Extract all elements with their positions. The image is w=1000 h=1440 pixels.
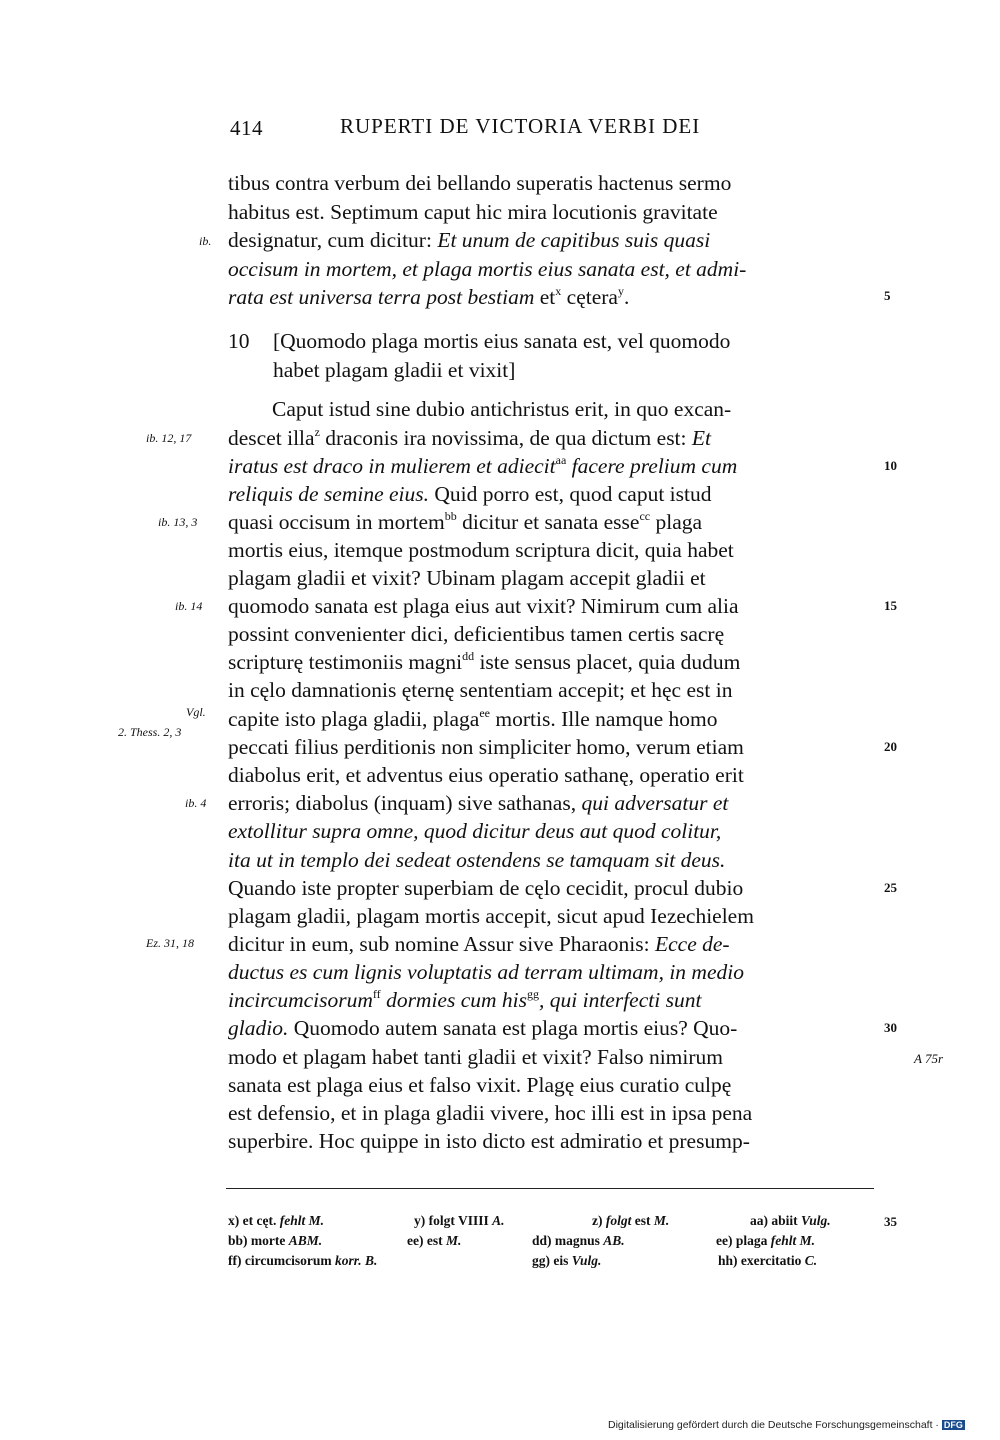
text-line <box>228 847 725 873</box>
text-line <box>228 227 710 253</box>
footnote <box>414 1212 505 1230</box>
text-line <box>228 677 732 703</box>
footnote-segment: gg) eis <box>532 1253 572 1268</box>
text-segment: designatur, cum dicitur: <box>228 228 438 252</box>
text-line <box>228 284 629 310</box>
text-line <box>228 903 754 929</box>
text-segment: superbire. Hoc quippe in isto dicto est admiratio et presump- <box>228 1129 750 1153</box>
line-number: 25 <box>884 880 897 895</box>
footnote-segment: fehlt M. <box>279 1213 324 1228</box>
text-line <box>228 593 739 619</box>
text-line <box>272 396 731 422</box>
margin-reference: ib. 13, 3 <box>158 515 198 529</box>
text-segment: habitus est. Septimum caput hic mira locutionis gravitate <box>228 200 718 224</box>
footnote <box>716 1232 815 1250</box>
text-segment: plagam gladii et vixit? Ubinam plagam accepit gladii et <box>228 566 706 590</box>
footnote <box>718 1252 817 1270</box>
text-line <box>228 621 724 647</box>
text-segment: peccati filius perditionis non simpliciter homo, verum etiam <box>228 735 744 759</box>
text-segment: descet illa <box>228 426 315 450</box>
line-number: 20 <box>884 739 897 754</box>
text-segment: sanata est plaga eius et falso vixit. Plagę eius curatio culpę <box>228 1073 732 1097</box>
text-segment: iratus est draco in mulierem et adiecit <box>228 454 556 478</box>
text-segment: possint convenienter dici, deficientibus tamen certis sacrę <box>228 622 725 646</box>
text-line <box>228 1015 737 1041</box>
text-segment: Et unum de capitibus suis quasi <box>437 228 711 252</box>
text-segment: capite isto plaga gladii, plaga <box>228 707 480 731</box>
text-line <box>228 959 744 985</box>
footnote-segment: z) <box>592 1213 606 1228</box>
text-segment: ita ut in templo dei sedeat ostendens se tamquam sit deus. <box>228 848 726 872</box>
text-line <box>228 565 706 591</box>
text-line <box>228 1044 723 1070</box>
text-segment: mortis eius, itemque postmodum scriptura dicit, quia habet <box>228 538 734 562</box>
text-segment: facere prelium cum <box>566 454 738 478</box>
footnote-segment: Vulg. <box>571 1253 602 1268</box>
footnote-segment: M. <box>653 1213 670 1228</box>
footnote <box>592 1212 669 1230</box>
footnote-segment: ABM. <box>288 1233 323 1248</box>
margin-reference: ib. 12, 17 <box>146 431 192 445</box>
footnote-segment: fehlt M. <box>770 1233 816 1248</box>
margin-reference: ib. <box>199 234 212 248</box>
text-segment: tibus contra verbum dei bellando superatis hactenus sermo <box>228 171 732 195</box>
footnote-segment: korr. B. <box>334 1253 378 1268</box>
text-segment: iste sensus placet, quia dudum <box>474 650 741 674</box>
text-segment: , qui interfecti sunt <box>539 988 702 1012</box>
section-number: 10 <box>228 329 250 353</box>
dfg-credit <box>608 1419 965 1431</box>
text-segment: ductus es cum lignis voluptatis ad terram ultimam, in medio <box>228 960 744 984</box>
text-segment: incircumcisorum <box>228 988 373 1012</box>
text-segment: et <box>534 285 556 309</box>
margin-reference: Vgl. <box>186 705 206 719</box>
margin-reference: 2. Thess. 2, 3 <box>118 725 182 739</box>
line-number: 15 <box>884 598 897 613</box>
text-segment: Quando iste propter superbiam de cęlo cecidit, procul dubio <box>228 876 744 900</box>
margin-reference: ib. 14 <box>175 599 203 613</box>
text-line <box>228 987 701 1013</box>
text-segment: mortis. Ille namque homo <box>490 707 718 731</box>
footnote <box>228 1212 324 1230</box>
text-line <box>228 425 711 451</box>
footnote-segment: hh) exercitatio <box>718 1253 805 1268</box>
footnote-segment: AB. <box>603 1233 625 1248</box>
text-line <box>228 509 702 535</box>
text-segment: rata est universa terra post bestiam <box>228 285 535 309</box>
footnote-marker: gg <box>527 987 539 1001</box>
text-line <box>228 481 711 507</box>
text-line <box>228 1128 750 1154</box>
text-line <box>228 649 740 675</box>
footnote <box>407 1232 461 1250</box>
footnote <box>228 1232 322 1250</box>
text-line <box>228 818 721 844</box>
text-segment: plaga <box>650 510 703 534</box>
footnote-marker: bb <box>444 509 457 523</box>
text-line <box>228 762 744 788</box>
footnote-marker: dd <box>462 649 475 663</box>
text-line <box>228 537 734 563</box>
section-heading-line: habet plagam gladii et vixit] <box>273 358 516 382</box>
footnote-marker: y <box>617 284 624 298</box>
text-segment: in cęlo damnationis ęternę sententiam accepit; et hęc est in <box>228 678 733 702</box>
footnote-segment: M. <box>445 1233 462 1248</box>
text-segment: dicitur in eum, sub nomine Assur sive Pharaonis: <box>228 932 655 956</box>
text-segment: . <box>623 285 630 309</box>
footnote <box>750 1212 831 1230</box>
text-segment: erroris; diabolus (inquam) sive sathanas, <box>228 791 582 815</box>
text-segment: qui adversatur et <box>581 791 729 815</box>
text-line <box>228 1072 731 1098</box>
footnote-segment: dd) magnus <box>532 1233 604 1248</box>
page-number: 414 <box>230 116 263 140</box>
footnote-segment: ff) circumcisorum <box>228 1253 335 1268</box>
footnote-segment: aa) abiit <box>750 1213 802 1228</box>
text-segment: dicitur et sanata esse <box>456 510 640 534</box>
text-line <box>228 453 737 479</box>
text-segment: gladio. <box>228 1016 289 1040</box>
text-segment: modo et plagam habet tanti gladii et vixit? Falso nimirum <box>228 1045 724 1069</box>
text-segment: Quomodo autem sanata est plaga mortis eius? Quo- <box>288 1016 738 1040</box>
footnote-segment: A. <box>492 1213 505 1228</box>
dfg-logo: DFG <box>943 1420 963 1430</box>
text-segment: Quid porro est, quod caput istud <box>429 482 712 506</box>
line-number: 35 <box>884 1214 897 1229</box>
footnote-segment: est <box>631 1213 654 1228</box>
text-line <box>228 706 718 732</box>
text-segment: quasi occisum in mortem <box>228 510 445 534</box>
text-segment: diabolus erit, et adventus eius operatio sathanę, operatio erit <box>228 763 744 787</box>
text-line <box>228 790 728 816</box>
text-line <box>228 875 743 901</box>
margin-reference: ib. 4 <box>185 796 207 810</box>
footnote-segment: ee) plaga <box>716 1233 771 1248</box>
text-segment: cętera <box>561 285 618 309</box>
footnote-marker: x <box>555 284 562 298</box>
line-number: 10 <box>884 458 897 473</box>
footnote-segment: bb) morte <box>228 1233 289 1248</box>
text-segment: est defensio, et in plaga gladii vivere, hoc illi est in ipsa pena <box>228 1101 753 1125</box>
text-line <box>228 170 731 196</box>
footnote-segment: ee) est <box>407 1233 446 1248</box>
footnote-segment: C. <box>804 1253 818 1268</box>
footnote-marker: z <box>314 425 320 439</box>
text-line <box>228 256 746 282</box>
text-segment: dormies cum his <box>380 988 527 1012</box>
footnote-marker: aa <box>555 453 567 467</box>
text-segment: Ecce de- <box>654 932 730 956</box>
footnote <box>532 1232 625 1250</box>
text-segment: Et <box>691 426 711 450</box>
footnote-segment: folgt <box>605 1213 632 1228</box>
line-number: 5 <box>884 288 891 303</box>
footnote-marker: ee <box>479 706 491 720</box>
text-line <box>228 734 744 760</box>
dfg-credit-text: Digitalisierung gefördert durch die Deutsche Forschungsgemeinschaft · <box>608 1419 939 1431</box>
footnote-marker: cc <box>639 509 651 523</box>
footnote <box>532 1252 601 1270</box>
text-segment: plagam gladii, plagam mortis accepit, sicut apud Iezechielem <box>228 904 754 928</box>
footnote <box>228 1252 377 1270</box>
text-segment: quomodo sanata est plaga eius aut vixit? Nimirum cum alia <box>228 594 739 618</box>
text-segment: scripturę testimoniis magni <box>228 650 463 674</box>
footnote-rule <box>226 1188 874 1189</box>
folio-mark: A 75r <box>914 1051 944 1066</box>
line-number: 30 <box>884 1020 897 1035</box>
text-line <box>228 1100 752 1126</box>
text-segment: reliquis de semine eius. <box>228 482 430 506</box>
footnote-segment: Vulg. <box>801 1213 831 1228</box>
text-segment: extollitur supra omne, quod dicitur deus aut quod colitur, <box>228 819 722 843</box>
text-segment: Caput istud sine dubio antichristus erit, in quo excan- <box>272 397 732 421</box>
margin-reference: Ez. 31, 18 <box>146 936 194 950</box>
text-segment: occisum in mortem, et plaga mortis eius sanata est, et admi- <box>228 257 747 281</box>
text-segment: draconis ira novissima, de qua dictum est: <box>319 426 692 450</box>
footnote-marker: ff <box>372 987 381 1001</box>
running-title: RUPERTI DE VICTORIA VERBI DEI <box>340 114 701 138</box>
footnote-segment: x) et cęt. <box>228 1213 280 1228</box>
section-heading-line: [Quomodo plaga mortis eius sanata est, vel quomodo <box>273 329 731 353</box>
text-line <box>228 199 718 225</box>
footnote-segment: y) folgt VIIII <box>414 1213 493 1228</box>
text-line <box>228 931 730 957</box>
